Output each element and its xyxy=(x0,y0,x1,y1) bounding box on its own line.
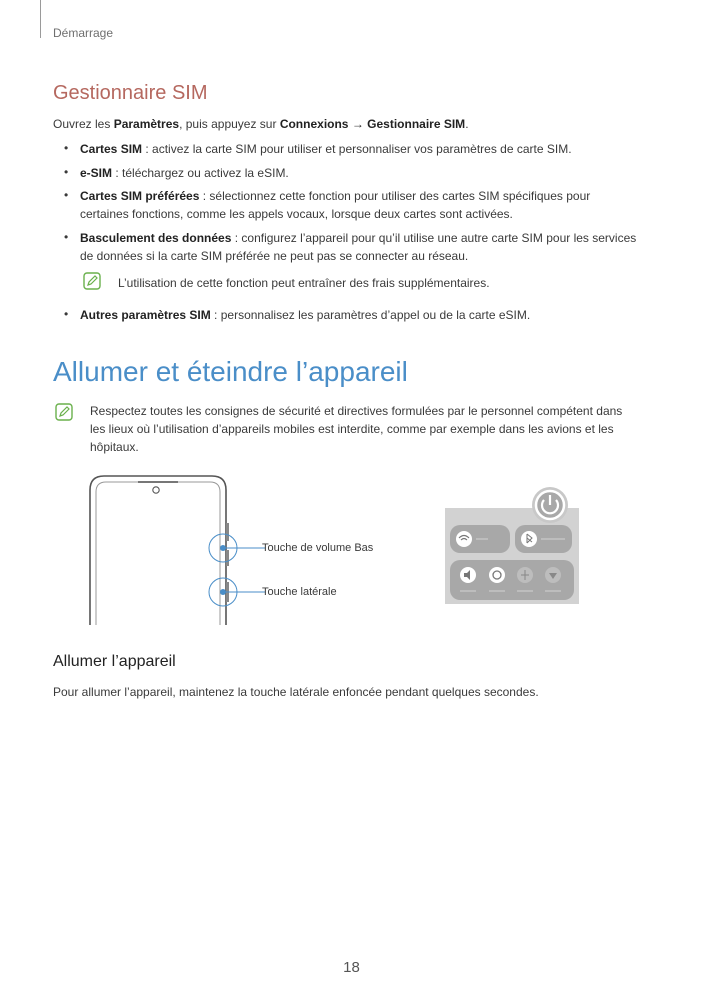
side-key-label: Touche latérale xyxy=(262,586,337,598)
power-heading: Allumer et éteindre l’appareil xyxy=(53,356,408,387)
bullet-dot: • xyxy=(64,165,69,179)
header-divider xyxy=(40,0,41,38)
power-on-instruction: Pour allumer l’appareil, maintenez la touche latérale enfoncée pendant quelques secondes. xyxy=(53,685,539,699)
safety-note: Respectez toutes les consignes de sécurité et directives formulées par le personnel compétent dans les lieux où l’utilisation d’appareils mobiles est interdite, comme par exemple dans les avions et les hôpitaux. xyxy=(90,404,623,454)
list-item: Cartes SIM préférées : sélectionnez cette fonction pour utiliser des cartes SIM spécifiques pour certaines fonctions, comme les appels vocaux, lorsque deux cartes sont activées. xyxy=(80,189,591,221)
note-icon xyxy=(55,403,73,421)
volume-down-label: Touche de volume Bas xyxy=(262,542,374,554)
quick-panel-illustration xyxy=(440,483,585,608)
page-number: 18 xyxy=(343,959,360,976)
menu-path: Connexions → Gestionnaire SIM xyxy=(279,117,466,131)
section-label: Démarrage xyxy=(53,26,114,40)
sim-intro: Ouvrez les Paramètres, puis appuyez sur Connexions → Gestionnaire SIM. xyxy=(53,117,469,131)
power-on-subheading: Allumer l’appareil xyxy=(53,653,176,670)
bullet-dot: • xyxy=(64,230,69,244)
bullet-dot: • xyxy=(64,188,69,202)
key-callout-markers xyxy=(205,532,265,612)
note-icon xyxy=(83,272,101,290)
list-item: Basculement des données : configurez l’appareil pour qu’il utilise une autre carte SIM pour les services de données si la carte SIM préférée ne peut pas se connecter au réseau. xyxy=(80,231,637,263)
list-item: Cartes SIM : activez la carte SIM pour utiliser et personnaliser vos paramètres de carte SIM. xyxy=(80,142,572,156)
list-item: Autres paramètres SIM : personnalisez les paramètres d’appel ou de la carte eSIM. xyxy=(80,308,531,322)
settings-term: Paramètres xyxy=(113,117,180,131)
sim-manager-heading: Gestionnaire SIM xyxy=(53,82,208,104)
note-text: L’utilisation de cette fonction peut entraîner des frais supplémentaires. xyxy=(118,276,490,290)
list-item: e-SIM : téléchargez ou activez la eSIM. xyxy=(80,166,289,180)
bullet-dot: • xyxy=(64,307,69,321)
bullet-dot: • xyxy=(64,141,69,155)
